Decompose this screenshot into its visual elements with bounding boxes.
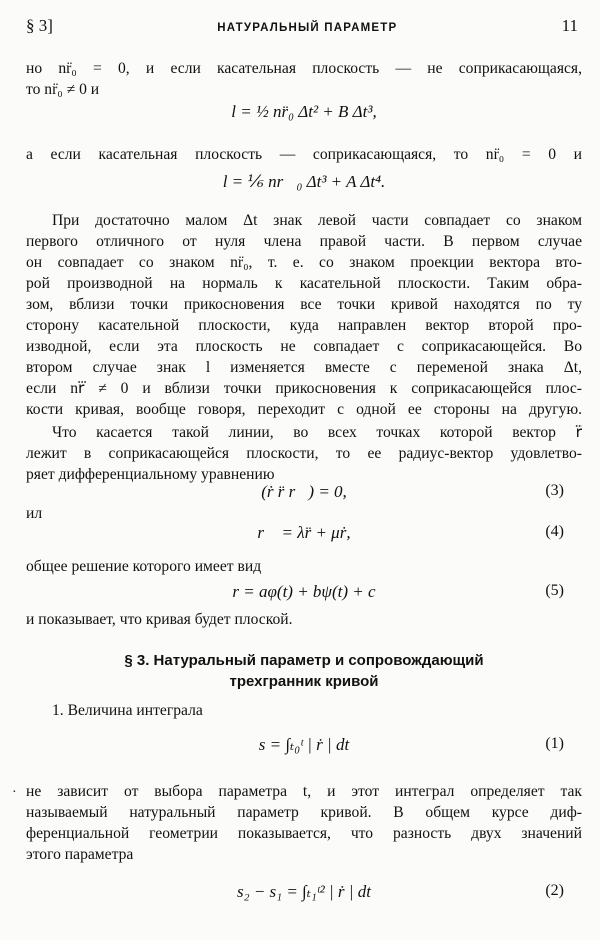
text-line: этого параметра (26, 846, 134, 863)
text-line: 1. Величина интеграла (52, 702, 203, 719)
equation (26, 882, 582, 902)
text-line: он совпадает со знаком nr̈₀, т. е. со знаком проекции вектора вто- (26, 254, 582, 271)
text-line: ряет дифференциальному уравнению (26, 466, 275, 483)
section-heading: трехгранник кривой (229, 673, 379, 690)
text-line: сторону касательной плоскости, куда направлен вектор второй про- (26, 317, 582, 334)
equation-number: (2) (545, 882, 564, 899)
equation (26, 523, 582, 543)
text-line: втором случае знак l изменяется вместе с переменой знака Δt, (26, 359, 582, 376)
equation-expr: s₂ − s₁ = ∫ₜ₁ᵗ² | ṙ | dt (237, 882, 371, 901)
text-line: если nr⃛ ≠ 0 и вблизи точки прикосновения к соприкасающейся плос- (26, 380, 582, 397)
equation-expr: s = ∫ₜ₀ᵗ | ṙ | dt (258, 735, 350, 754)
equation-expr: l = ⅙ nr⃛₀ Δt³ + A Δt⁴. (222, 172, 386, 191)
equation-number: (1) (545, 735, 564, 752)
text-line: зом, вблизи точки прикосновения все точки кривой находятся по ту (26, 296, 582, 313)
section-heading: § 3. Натуральный параметр и сопровождающий (124, 652, 484, 669)
running-title: НАТУРАЛЬНЫЙ ПАРАМЕТР (217, 22, 398, 34)
equation-number: (3) (545, 482, 564, 499)
equation-expr: (ṙ r̈ r⃛) = 0, (261, 482, 347, 501)
text-line: а если касательная плоскость — соприкасающаяся, то nr̈₀ = 0 и (26, 146, 582, 163)
equation (26, 582, 582, 602)
text-line: изводной, если эта плоскость не совпадает с соприкасающейся. Во (26, 338, 582, 355)
text-line: Что касается такой линии, во всех точках которой вектор r⃛ (52, 424, 582, 441)
text-line: называемый натуральный параметр кривой. В общем курсе диф- (26, 804, 582, 821)
equation-expr: l = ½ nr̈₀ Δt² + B Δt³, (231, 102, 377, 121)
equation-number: (4) (545, 523, 564, 540)
text-line: При достаточно малом Δt знак левой части совпадает со знаком (52, 212, 582, 229)
equation (26, 482, 582, 502)
text-line: общее решение которого имеет вид (26, 558, 262, 575)
page-number: 11 (561, 16, 578, 35)
text-line: первого отличного от нуля члена правой части. В первом случае (26, 233, 582, 250)
text-line: то nr̈₀ ≠ 0 и (26, 81, 100, 98)
text-line: ил (26, 505, 43, 522)
text-line: кости кривая, вообще говоря, переходит с одной ее стороны на другую. (26, 401, 582, 418)
text-line: ференциальной геометрии показывается, что разность двух значений (26, 825, 582, 842)
running-header (26, 16, 578, 42)
equation (26, 172, 582, 192)
text-line: но nr̈₀ = 0, и если касательная плоскость — не соприкасающаяся, (26, 60, 582, 77)
equation (26, 735, 582, 755)
text-line: не зависит от выбора параметра t, и этот интеграл определяет так (26, 783, 582, 800)
text-line: лежит в соприкасающейся плоскости, то ее радиус-вектор удовлетво- (26, 445, 582, 462)
text-line: и показывает, что кривая будет плоской. (26, 611, 293, 628)
section-mark: § 3] (26, 16, 53, 35)
equation-expr: r = aφ(t) + bψ(t) + c (232, 582, 376, 601)
equation-expr: r⃛ = λr̈ + μṙ, (257, 523, 351, 542)
equation (26, 102, 582, 122)
equation-number: (5) (545, 582, 564, 599)
text-line: рой производной на нормаль к касательной плоскости. Таким обра- (26, 275, 582, 292)
margin-mark: · (12, 785, 17, 800)
